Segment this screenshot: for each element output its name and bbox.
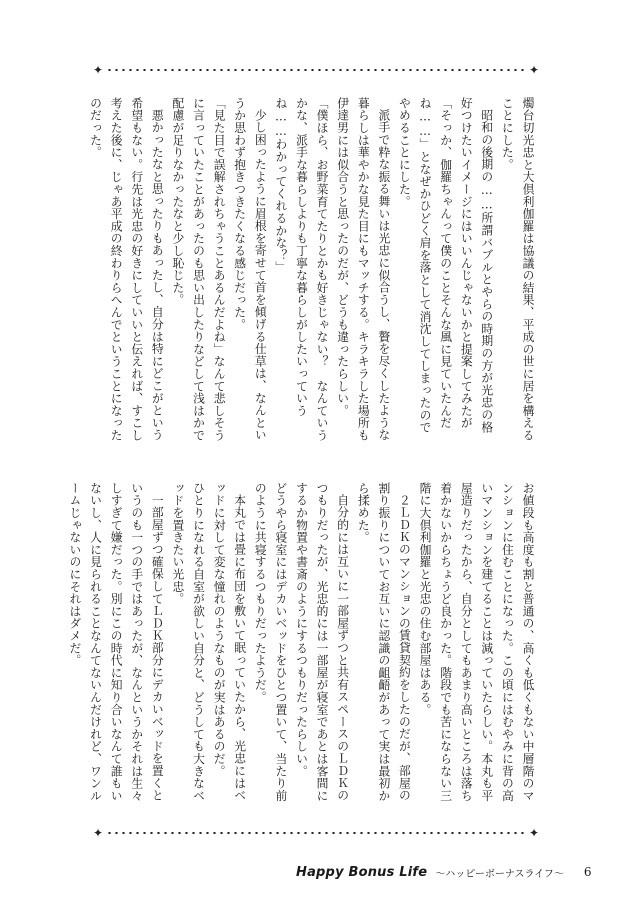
border-ornament-right: ✦ — [528, 63, 540, 77]
paragraph: 少し困ったように眉根を寄せて首を傾げる仕草は、なんというか思わず抱きつきたくなる感じだった。 — [232, 97, 268, 441]
page-footer — [296, 862, 592, 882]
paragraph: 悪かったなと思ったりもあったし、自分は特にどこがという希望もない。行先は光忠の好きにしていいと伝えれば、すこし考えた後に、じゃあ平成の終わりらへんでということになったのだった。 — [88, 97, 165, 442]
dialogue-paragraph: 「見た目で誤解されちゃうことあるんだよね」なんて悲しそうに言っていたことがあったのも思い出したりなどして浅はかで配慮が足りなかったなと少し恥じた。 — [170, 97, 227, 442]
bottom-dotted-border — [92, 826, 540, 840]
dotted-line — [106, 832, 526, 834]
paragraph: 昭和の後期の……所謂バブルとやらの時期の方が光忠の格好つけたいイメージにはいいんじゃないかと提案してみたが「そっか、伽羅ちゃんって僕のことそんな風に見ていたんだね……」となぜかひどく肩を落として消沈してしまったのでやめることにした。 — [397, 97, 494, 434]
book-title: Happy Bonus Life — [296, 864, 428, 880]
paragraph: 派手で粋な振る舞いは光忠に似合うし、贅を尽くしたような暮らしは華やかな見た目にもマッチする。キラキラした場所も伊達男には似合うと思ったのだが、どうも違ったらしい。 — [335, 97, 391, 442]
lower-text-column — [67, 482, 538, 812]
dotted-line — [106, 69, 526, 71]
upper-text-column — [88, 97, 538, 442]
top-dotted-border — [92, 63, 540, 77]
paragraph: 一部屋ずつ確保してＬＤＫ部分にデカいベッドを置くというのも一つの手ではあったが、なんというかそれは生々しすぎて嫌だった。別にこの時代に知り合いなんて誰もいないし、人に見られることなんてないんだけれど、ワンルームじゃないのにそれはダメだ。 — [67, 482, 165, 802]
paragraph: ２ＬＤＫのマンションの賃貸契約をしたのだが、部屋の割り振りについてお互いに認識の齟齬があって実は最初から揉めた。 — [356, 482, 412, 802]
paragraph: お値段も高度も割と普通の、高くも低くもない中層階のマンションに住むことになった。この頃にはむやみに背の高いマンションを建てることは減っていたらしい。本丸も平屋造りだったから、自分としてもあまり高いところは落ち着かないからちょうど良かった。階段でも苦にならない三階に大倶利伽羅と光忠の住む部屋はある。 — [418, 482, 535, 802]
paragraph: ひとりになれる自室が欲しい自分と、どうしても大きなベッドを置きたい光忠。 — [170, 482, 206, 802]
paragraph: どうやら寝室にはデカいベッドをひとつ置いて、当たり前のように共寝するつもりだったようだ。 — [253, 482, 288, 802]
page-number: 6 — [583, 865, 592, 879]
book-subtitle: 〜ハッピーボーナスライフ〜 — [435, 868, 564, 880]
border-ornament-left: ✦ — [92, 826, 104, 840]
border-ornament-left: ✦ — [92, 63, 104, 77]
dialogue-paragraph: 「僕ほら、お野菜育てたりとかも好きじゃない？ なんていうかな、派手な暮らしよりも丁寧な暮らしがしたいっていうね……わかってくれるかな？」 — [273, 97, 330, 442]
border-ornament-right: ✦ — [528, 826, 540, 840]
paragraph: 本丸では畳に布団を敷いて眠っていたから、光忠にはベッドに対して変な憧れのようなものが実はあるのだ。 — [212, 482, 247, 802]
paragraph: 燭台切光忠と大倶利伽羅は協議の結果、平成の世に居を構えることにした。 — [500, 97, 535, 442]
paragraph: 自分的には互いに一部屋ずつと共有スペースのＬＤＫのつもりだったが、光忠的には一部屋が寝室であとは客間にするか物置や書斎のようにするつもりだったらしい。 — [294, 482, 350, 802]
